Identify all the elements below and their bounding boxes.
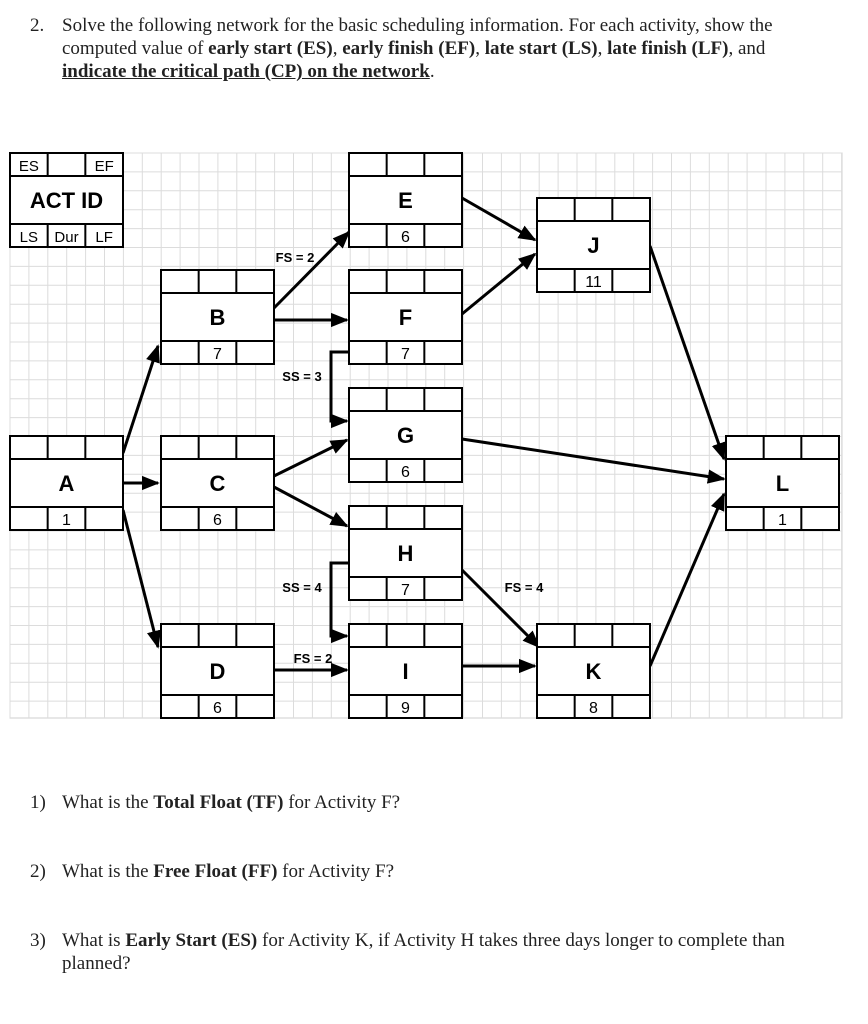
term-es: early start (ES): [208, 38, 333, 59]
period: .: [429, 61, 435, 82]
question-text: [62, 791, 832, 814]
legend-act-id: ACT ID: [29, 188, 104, 213]
activity-duration: 7: [213, 346, 222, 363]
term-critical-path: indicate the critical path (CP) on the network: [62, 61, 430, 82]
activity-id: J: [587, 233, 600, 258]
activity-id: C: [209, 471, 226, 496]
arrow-k-l: [650, 494, 724, 666]
activity-node-i: [349, 624, 462, 718]
question-post: for Activity F?: [283, 792, 401, 813]
activity-node-j: [537, 198, 650, 292]
activity-node-c: [161, 436, 274, 530]
relation-label-h-i: SS = 4: [282, 580, 322, 595]
activity-node-d: [161, 624, 274, 718]
activity-id: F: [398, 305, 413, 330]
activity-duration: 7: [401, 582, 410, 599]
term-lf: late finish (LF): [607, 38, 729, 59]
arrow-f-g: [331, 352, 349, 421]
legend-node: [10, 153, 123, 247]
question-pre: What is the: [62, 792, 154, 813]
question-term: Early Start (ES): [125, 930, 258, 951]
term-ls: late start (LS): [484, 38, 598, 59]
relation-label-h-k: FS = 4: [504, 580, 544, 595]
activity-id: L: [775, 471, 790, 496]
question-term: Free Float (FF): [153, 861, 278, 882]
activity-node-f: [349, 270, 462, 364]
question-post: for Activity K, if Activity H takes three days longer to complete than planned?: [62, 930, 785, 974]
activity-duration: 7: [401, 346, 410, 363]
activity-node-b: [161, 270, 274, 364]
problem-number: 2.: [30, 15, 45, 36]
activity-id: E: [398, 188, 413, 213]
arrow-c-g: [274, 440, 347, 476]
activity-node-k: [537, 624, 650, 718]
legend-ef: EF: [94, 158, 114, 175]
question-number: 2): [30, 861, 46, 882]
activity-duration: 6: [401, 464, 410, 481]
question-post: for Activity F?: [277, 861, 395, 882]
legend-es: ES: [18, 158, 39, 175]
activity-id: I: [402, 659, 409, 684]
question-number: 1): [30, 792, 46, 813]
relation-label-b-e: FS = 2: [275, 250, 315, 265]
question-text: [62, 929, 832, 975]
problem-lead: Solve the following network for the basic scheduling information. For each activity, show the computed value of: [62, 15, 773, 59]
activity-id: H: [397, 541, 414, 566]
separator: ,: [475, 38, 485, 59]
arrow-e-j: [462, 198, 535, 240]
activity-id: G: [396, 423, 415, 448]
activity-duration: 1: [778, 512, 787, 529]
activity-duration: 6: [213, 700, 222, 717]
separator: ,: [597, 38, 608, 59]
activity-duration: 11: [585, 274, 602, 291]
activity-id: B: [209, 305, 226, 330]
question-number: 3): [30, 930, 46, 951]
arrow-b-e: [274, 232, 349, 308]
activity-node-g: [349, 388, 462, 482]
relation-label-f-g: SS = 3: [282, 369, 322, 384]
activity-duration: 6: [213, 512, 222, 529]
legend-ls: LS: [19, 229, 39, 246]
activity-duration: 8: [589, 700, 598, 717]
legend-dur: Dur: [54, 229, 79, 246]
activity-duration: 6: [401, 229, 410, 246]
activity-duration: 9: [401, 700, 410, 717]
activity-id: D: [209, 659, 226, 684]
activity-node-h: [349, 506, 462, 600]
question-term: Total Float (TF): [153, 792, 284, 813]
relation-label-d-i: FS = 2: [293, 651, 333, 666]
term-ef: early finish (EF): [342, 38, 476, 59]
question-text: [62, 860, 832, 883]
activity-node-a: [10, 436, 123, 530]
separator: , and: [728, 38, 766, 59]
arrow-j-l: [650, 246, 724, 459]
question-pre: What is: [62, 930, 126, 951]
legend-lf: LF: [95, 229, 113, 246]
activity-id: K: [585, 659, 602, 684]
activity-duration: 1: [62, 512, 71, 529]
separator: ,: [332, 38, 343, 59]
arrow-f-j: [462, 254, 535, 314]
question-pre: What is the: [62, 861, 154, 882]
activity-node-l: [726, 436, 839, 530]
activity-id: A: [58, 471, 75, 496]
activity-node-e: [349, 153, 462, 247]
